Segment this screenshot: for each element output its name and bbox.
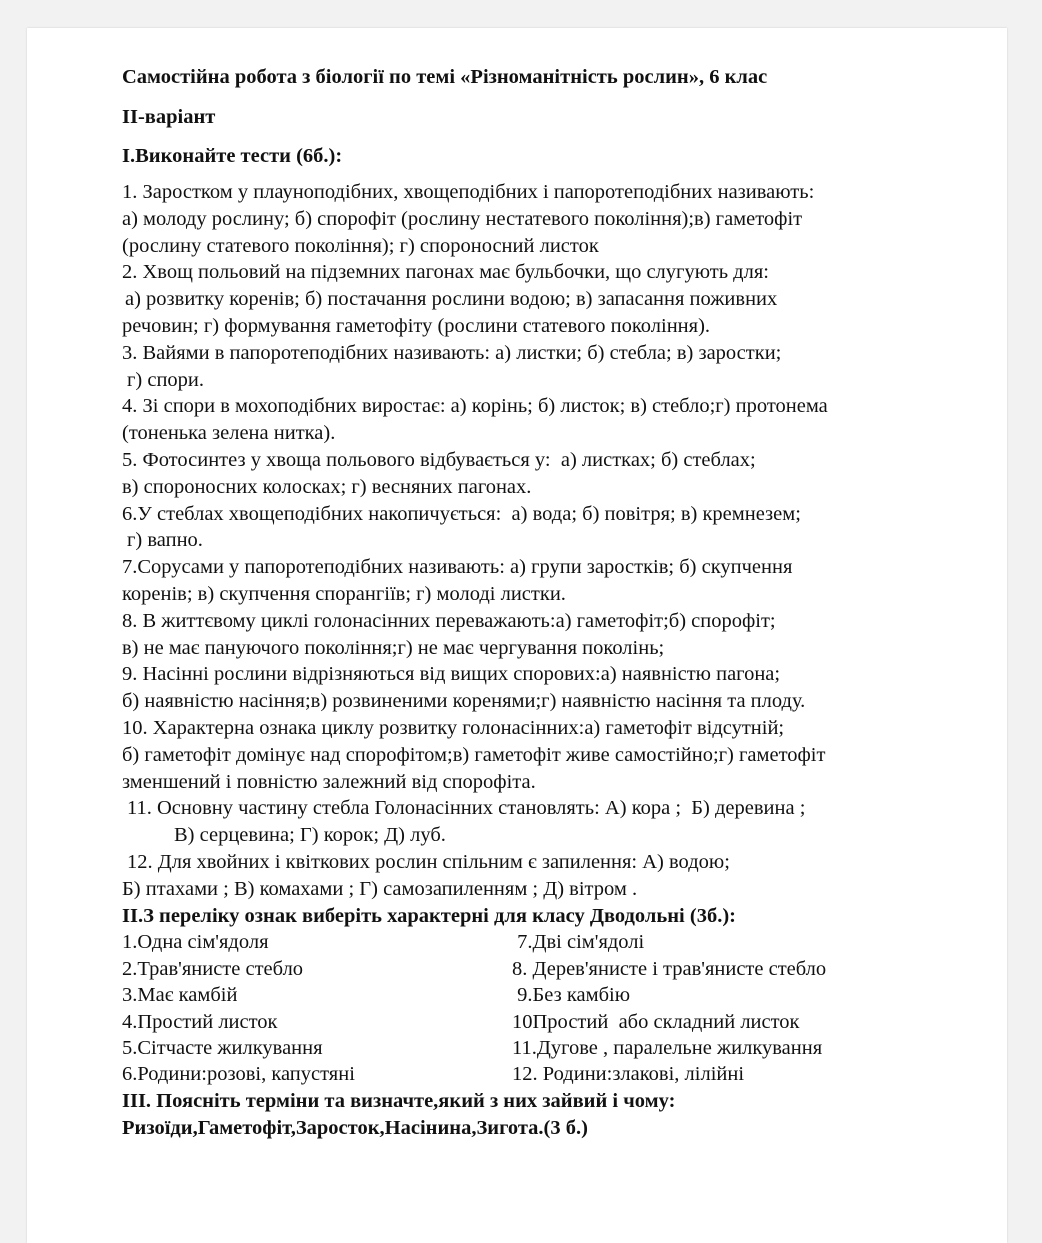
- question-line: б) наявністю насіння;в) розвиненими коренями;г) наявністю насіння та плоду.: [122, 690, 806, 713]
- question-line: В) серцевина; Г) корок; Д) луб.: [174, 824, 446, 847]
- variant-label: ІІ-варіант: [122, 106, 216, 128]
- question-line: 2. Хвощ польовий на підземних пагонах має бульбочки, що слугують для:: [122, 261, 769, 284]
- question-line: коренів; в) скупчення спорангіїв; г) молоді листки.: [122, 582, 566, 605]
- question-line: а) розвитку коренів; б) постачання рослини водою; в) запасання поживних: [125, 288, 778, 311]
- question-line: Б) птахами ; В) комахами ; Г) самозапиленням ; Д) вітром .: [122, 877, 638, 900]
- traits-row: [122, 929, 942, 955]
- trait-left: 3.Має камбій: [122, 984, 238, 1007]
- question-line: 11. Основну частину стебла Голонасінних становлять: А) кора ; Б) деревина ;: [127, 797, 806, 820]
- question-line: 4. Зі спори в мохоподібних виростає: а) корінь; б) листок; в) стебло;г) протонема: [122, 395, 828, 418]
- trait-left: 5.Сітчасте жилкування: [122, 1036, 323, 1059]
- section1-heading: І.Виконайте тести (6б.):: [122, 145, 343, 167]
- trait-right: 10Простий або складний листок: [512, 1010, 800, 1033]
- trait-left: 2.Трав'янисте стебло: [122, 957, 304, 980]
- question-line: в) не має пануючого покоління;г) не має чергування поколінь;: [122, 636, 665, 659]
- question-line: 10. Характерна ознака циклу розвитку голонасінних:а) гаметофіт відсутній;: [122, 716, 785, 739]
- question-line: 5. Фотосинтез у хвоща польового відбувається у: а) листках; б) стеблах;: [122, 448, 756, 471]
- question-line: 9. Насінні рослини відрізняються від вищих спорових:а) наявністю пагона;: [122, 663, 781, 686]
- traits-row: [122, 1009, 942, 1035]
- section3-terms: Ризоїди,Гаметофіт,Заросток,Насінина,Зигота.(3 б.): [122, 1116, 588, 1139]
- trait-right: 9.Без камбію: [512, 984, 631, 1007]
- question-line: б) гаметофіт домінує над спорофітом;в) гаметофіт живе самостійно;г) гаметофіт: [122, 743, 826, 766]
- question-line: 8. В життєвому циклі голонасінних переважають:а) гаметофіт;б) спорофіт;: [122, 609, 776, 632]
- section2-heading: ІІ.З переліку ознак виберіть характерні для класу Дводольні (3б.):: [122, 904, 736, 927]
- question-line: г) спори.: [127, 368, 205, 391]
- question-line: речовин; г) формування гаметофіту (рослини статевого покоління).: [122, 314, 711, 337]
- trait-right: 11.Дугове , паралельне жилкування: [512, 1036, 823, 1059]
- trait-right: 7.Дві сім'ядолі: [512, 931, 645, 954]
- trait-left: 1.Одна сім'ядоля: [122, 931, 269, 954]
- question-line: 7.Сорусами у папоротеподібних називають: а) групи заростків; б) скупчення: [122, 556, 793, 579]
- question-line: 1. Заростком у плауноподібних, хвощеподібних і папоротеподібних називають:: [122, 181, 815, 203]
- question-line: 6.У стеблах хвощеподібних накопичується: а) вода; б) повітря; в) кремнезем;: [122, 502, 801, 525]
- question-line: 12. Для хвойних і квіткових рослин спільним є запилення: А) водою;: [127, 850, 730, 873]
- questions-list: [122, 179, 942, 903]
- traits-row: [122, 982, 942, 1008]
- question-line: (рослину статевого покоління); г) спороносний листок: [122, 234, 599, 257]
- question-line: (тоненька зелена нитка).: [122, 422, 336, 445]
- document-content: [122, 64, 942, 1141]
- traits-row: [122, 1035, 942, 1061]
- document-page: [27, 28, 1007, 1243]
- question-line: г) вапно.: [127, 529, 203, 552]
- question-line: зменшений і повністю залежний від спорофіта.: [122, 770, 536, 793]
- question-line: 3. Вайями в папоротеподібних називають: а) листки; б) стебла; в) заростки;: [122, 341, 782, 364]
- trait-right: 12. Родини:злакові, лілійні: [512, 1063, 745, 1086]
- question-line: а) молоду рослину; б) спорофіт (рослину нестатевого покоління);в) гаметофіт: [122, 207, 803, 230]
- traits-row: [122, 1061, 942, 1087]
- section3-heading: ІІІ. Поясніть терміни та визначте,який з них зайвий і чому:: [122, 1089, 676, 1112]
- trait-left: 4.Простий листок: [122, 1010, 278, 1033]
- trait-left: 6.Родини:розові, капустяні: [122, 1063, 355, 1086]
- traits-row: [122, 956, 942, 982]
- trait-right: 8. Дерев'янисте і трав'янисте стебло: [512, 957, 827, 980]
- traits-table: [122, 929, 942, 1087]
- document-title: Самостійна робота з біології по темі «Різноманітність рослин», 6 клас: [122, 66, 768, 88]
- question-line: в) спороносних колосках; г) весняних пагонах.: [122, 475, 532, 498]
